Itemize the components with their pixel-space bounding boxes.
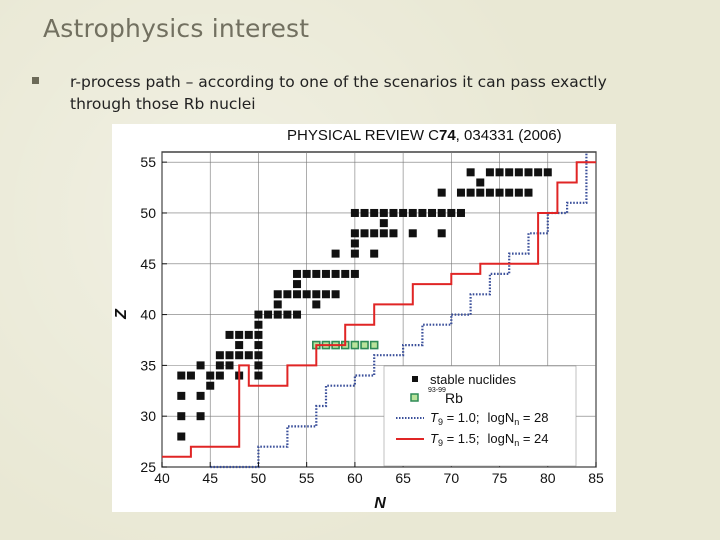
legend [384, 366, 576, 466]
stable-nuclide-point [197, 361, 205, 369]
stable-nuclide-point [254, 321, 262, 329]
x-tick-label: 85 [588, 470, 604, 486]
citation-volume: 74 [438, 127, 456, 144]
stable-nuclide-point [370, 250, 378, 258]
stable-nuclide-point [515, 189, 523, 197]
stable-nuclide-point [303, 290, 311, 298]
stable-nuclide-point [177, 433, 185, 441]
x-tick-label: 70 [443, 470, 460, 486]
stable-nuclide-point [312, 300, 320, 308]
stable-nuclide-point [206, 372, 214, 380]
y-tick-label: 45 [140, 255, 156, 272]
legend-marker-stable [412, 376, 418, 382]
x-axis-label: N [374, 495, 386, 512]
stable-nuclide-point [187, 372, 195, 380]
y-tick-label: 35 [140, 357, 156, 374]
stable-nuclide-point [216, 361, 224, 369]
stable-nuclide-point [351, 209, 359, 217]
stable-nuclide-point [332, 270, 340, 278]
stable-nuclide-point [438, 189, 446, 197]
stable-nuclide-point [177, 372, 185, 380]
stable-nuclide-point [428, 209, 436, 217]
stable-nuclide-point [389, 229, 397, 237]
stable-nuclide-point [312, 270, 320, 278]
stable-nuclide-point [322, 290, 330, 298]
stable-nuclide-point [351, 250, 359, 258]
x-tick-label: 40 [154, 470, 170, 486]
stable-nuclide-point [226, 361, 234, 369]
stable-nuclide-point [226, 331, 234, 339]
stable-nuclide-point [235, 351, 243, 359]
x-tick-label: 45 [202, 470, 219, 486]
stable-nuclide-point [254, 351, 262, 359]
citation-rest: , 034331 (2006) [455, 127, 562, 144]
stable-nuclide-point [486, 189, 494, 197]
stable-nuclide-point [245, 331, 253, 339]
stable-nuclide-point [226, 351, 234, 359]
stable-nuclide-point [197, 412, 205, 420]
stable-nuclide-point [254, 361, 262, 369]
legend-label-red: $T_9 = 1.5$; logN$_n$ = 24 [430, 431, 549, 448]
stable-nuclide-point [399, 209, 407, 217]
stable-nuclide-point [322, 270, 330, 278]
slide-title: Astrophysics interest [43, 14, 310, 43]
stable-nuclide-point [177, 392, 185, 400]
stable-nuclide-point [457, 209, 465, 217]
citation-journal: PHYSICAL REVIEW C [287, 127, 439, 144]
stable-nuclide-point [467, 189, 475, 197]
stable-nuclide-point [361, 209, 369, 217]
figure-panel [112, 124, 616, 512]
r-process-chart [112, 124, 616, 512]
stable-nuclide-point [216, 351, 224, 359]
y-tick-label: 40 [140, 306, 156, 323]
stable-nuclide-point [332, 290, 340, 298]
legend-marker-rb [411, 394, 418, 401]
legend-label-stable: stable nuclides [430, 372, 516, 387]
stable-nuclide-point [380, 229, 388, 237]
stable-nuclide-point [283, 311, 291, 319]
rb-point [351, 342, 358, 349]
stable-nuclide-point [177, 412, 185, 420]
x-tick-label: 60 [347, 470, 363, 486]
stable-nuclide-point [254, 311, 262, 319]
stable-nuclide-point [254, 331, 262, 339]
stable-nuclide-point [361, 229, 369, 237]
stable-nuclide-point [274, 290, 282, 298]
stable-nuclide-point [351, 229, 359, 237]
rb-point [371, 342, 378, 349]
stable-nuclide-point [467, 168, 475, 176]
stable-nuclide-point [274, 300, 282, 308]
stable-nuclide-point [505, 189, 513, 197]
stable-nuclide-point [264, 311, 272, 319]
stable-nuclide-point [216, 372, 224, 380]
stable-nuclide-point [351, 239, 359, 247]
stable-nuclide-point [303, 270, 311, 278]
y-tick-label: 50 [140, 204, 156, 221]
stable-nuclide-point [293, 280, 301, 288]
y-axis-label: Z [113, 309, 130, 319]
stable-nuclide-point [254, 372, 262, 380]
stable-nuclide-point [476, 189, 484, 197]
stable-nuclide-point [370, 229, 378, 237]
legend-rb-superscript: 93-99 [428, 387, 446, 394]
stable-nuclide-point [418, 209, 426, 217]
stable-nuclide-point [476, 178, 484, 186]
stable-nuclide-point [351, 270, 359, 278]
stable-nuclide-point [341, 270, 349, 278]
stable-nuclide-point [524, 189, 532, 197]
stable-nuclide-point [496, 189, 504, 197]
y-tick-label: 25 [140, 459, 156, 475]
stable-nuclide-point [206, 382, 214, 390]
legend-label-blue: $T_9 = 1.0$; logN$_n$ = 28 [430, 410, 549, 427]
stable-nuclide-point [524, 168, 532, 176]
stable-nuclide-point [496, 168, 504, 176]
x-tick-label: 65 [395, 470, 411, 486]
stable-nuclide-point [332, 250, 340, 258]
stable-nuclide-point [409, 229, 417, 237]
stable-nuclide-point [254, 341, 262, 349]
stable-nuclide-point [380, 209, 388, 217]
x-tick-label: 75 [491, 470, 508, 486]
stable-nuclide-point [505, 168, 513, 176]
stable-nuclide-point [274, 311, 282, 319]
citation [287, 127, 562, 144]
stable-nuclide-point [293, 270, 301, 278]
stable-nuclide-point [447, 209, 455, 217]
stable-nuclide-point [293, 290, 301, 298]
stable-nuclide-point [370, 209, 378, 217]
stable-nuclide-point [486, 168, 494, 176]
stable-nuclide-point [515, 168, 523, 176]
stable-nuclide-point [235, 341, 243, 349]
stable-nuclide-point [235, 331, 243, 339]
stable-nuclide-point [534, 168, 542, 176]
bullet-text: r-process path – according to one of the scenarios it can pass exactly through those Rb nuclei [70, 73, 607, 113]
x-tick-label: 50 [250, 470, 267, 486]
stable-nuclide-point [293, 311, 301, 319]
stable-nuclide-point [409, 209, 417, 217]
stable-nuclide-point [312, 290, 320, 298]
stable-nuclide-point [457, 189, 465, 197]
stable-nuclide-point [438, 209, 446, 217]
stable-nuclide-point [544, 168, 552, 176]
y-tick-label: 55 [140, 154, 156, 171]
x-tick-label: 80 [539, 470, 556, 486]
stable-nuclide-point [197, 392, 205, 400]
rb-point [361, 342, 368, 349]
stable-nuclide-point [389, 209, 397, 217]
bullet-marker [32, 77, 39, 84]
stable-nuclide-point [380, 219, 388, 227]
y-tick-label: 30 [140, 408, 156, 425]
legend-rb-label: Rb [445, 390, 463, 406]
stable-nuclide-point [438, 229, 446, 237]
x-tick-label: 55 [298, 470, 315, 486]
stable-nuclide-point [283, 290, 291, 298]
stable-nuclide-point [245, 351, 253, 359]
